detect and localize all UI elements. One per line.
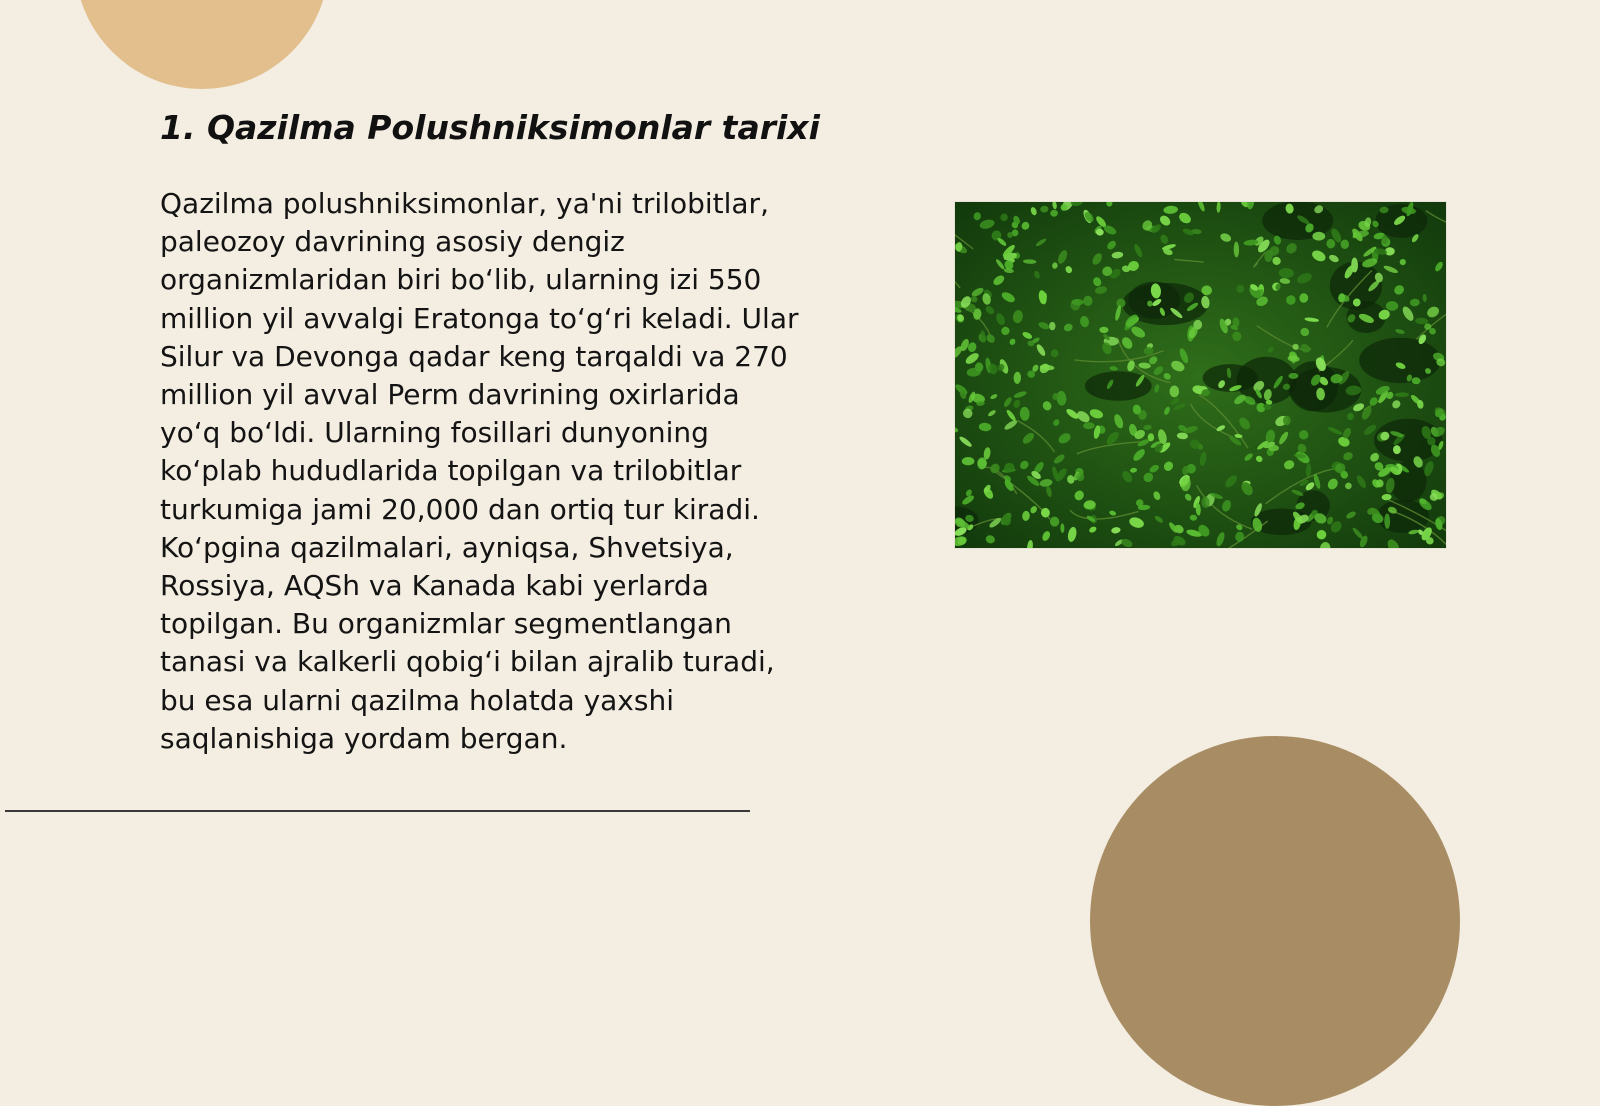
body-line: turkumiga jami 20,000 dan ortiq tur kiradi.	[160, 492, 760, 526]
body-line: organizmlaridan biri bo‘lib, ularning izi 550	[160, 263, 762, 297]
body-line: tanasi va kalkerli qobig‘i bilan ajralib turadi,	[160, 645, 775, 679]
body-line: million yil avvalgi Eratonga to‘g‘ri keladi. Ular	[160, 301, 799, 335]
body-line: million yil avval Perm davrining oxirlarida	[160, 378, 740, 412]
body-line: bu esa ularni qazilma holatda yaxshi	[160, 683, 674, 717]
decorative-circle-top	[75, 0, 329, 89]
body-line: paleozoy davrining asosiy dengiz	[160, 225, 625, 259]
body-line: yo‘q bo‘ldi. Ularning fosillari dunyoning	[160, 416, 709, 450]
body-line: saqlanishiga yordam bergan.	[160, 721, 568, 755]
decorative-circle-bottom	[1090, 736, 1460, 1106]
body-line: ko‘plab hududlarida topilgan va trilobitlar	[160, 454, 742, 488]
body-line: Qazilma polushniksimonlar, ya'ni trilobitlar,	[160, 187, 769, 220]
body-paragraph	[160, 185, 860, 758]
plant-photo	[954, 201, 1447, 549]
body-line: Silur va Devonga qadar keng tarqaldi va 270	[160, 339, 788, 373]
body-line: Rossiya, AQSh va Kanada kabi yerlarda	[160, 569, 709, 603]
body-line: topilgan. Bu organizmlar segmentlangan	[160, 607, 732, 641]
slide-title: 1. Qazilma Polushniksimonlar tarixi	[160, 108, 820, 147]
horizontal-divider	[5, 810, 750, 812]
body-line: Ko‘pgina qazilmalari, ayniqsa, Shvetsiya,	[160, 530, 734, 564]
leaf-foliage-image	[955, 202, 1446, 548]
